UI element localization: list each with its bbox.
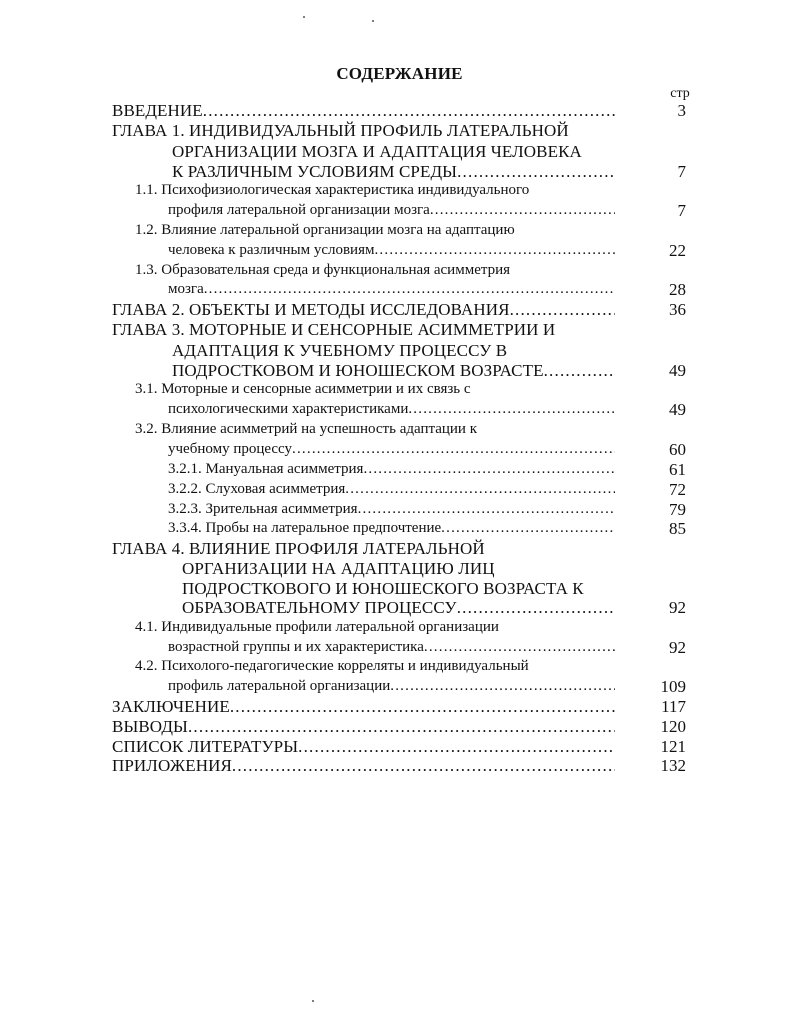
toc-entry-introduction[interactable] bbox=[112, 101, 615, 121]
toc-page-number: 92 bbox=[669, 598, 686, 617]
toc-entry-section-3-2-3[interactable] bbox=[168, 501, 615, 518]
toc-entry-label: ВЫВОДЫ bbox=[112, 717, 188, 736]
dot-leader bbox=[457, 598, 615, 618]
toc-entry-section-1-2-line-2 bbox=[168, 242, 615, 259]
dot-leader bbox=[358, 501, 615, 518]
dot-leader bbox=[204, 281, 615, 298]
toc-entry-section-1-3[interactable] bbox=[135, 262, 510, 279]
toc-entry-section-4-2-line-2 bbox=[168, 678, 615, 695]
toc-entry-label: ВВЕДЕНИЕ bbox=[112, 101, 203, 120]
dot-leader bbox=[457, 162, 615, 182]
toc-entry-section-3-2-line-2 bbox=[168, 441, 615, 458]
dot-leader bbox=[441, 520, 615, 537]
toc-entry-section-3-2[interactable] bbox=[135, 421, 477, 438]
toc-entry-label: 3.2.3. Зрительная асимметрия bbox=[168, 501, 358, 517]
dot-leader bbox=[374, 242, 615, 259]
toc-entry-label: ПОДРОСТКОВОМ И ЮНОШЕСКОМ ВОЗРАСТЕ bbox=[172, 361, 544, 380]
dot-leader bbox=[232, 756, 615, 776]
toc-page-number: 3 bbox=[677, 101, 686, 120]
toc-entry-label: 3.2. Влияние асимметрий на успешность адаптации к bbox=[135, 421, 477, 437]
toc-entry-section-4-1[interactable] bbox=[135, 619, 499, 636]
toc-entry-label: профиля латеральной организации мозга bbox=[168, 202, 430, 218]
toc-entry-chapter-3-line-3 bbox=[172, 361, 615, 381]
dot-leader bbox=[510, 300, 615, 320]
dot-leader bbox=[203, 101, 615, 121]
toc-entry-label: ЗАКЛЮЧЕНИЕ bbox=[112, 697, 230, 716]
toc-entry-section-4-2[interactable] bbox=[135, 658, 529, 675]
toc-entry-label: ГЛАВА 3. МОТОРНЫЕ И СЕНСОРНЫЕ АСИММЕТРИИ И bbox=[112, 320, 556, 339]
toc-entry-findings[interactable] bbox=[112, 717, 615, 737]
toc-entry-label: 1.3. Образовательная среда и функциональная асимметрия bbox=[135, 262, 511, 278]
toc-page-number: 117 bbox=[661, 697, 686, 716]
page-number-column-label: стр bbox=[670, 86, 690, 101]
dot-leader bbox=[230, 697, 615, 717]
toc-page-number: 120 bbox=[660, 717, 686, 736]
toc-entry-section-1-1[interactable] bbox=[135, 182, 529, 199]
scan-speck bbox=[303, 16, 305, 18]
toc-page-number: 36 bbox=[669, 300, 686, 319]
toc-entry-chapter-3-line-2 bbox=[172, 341, 507, 361]
toc-entry-section-3-2-1[interactable] bbox=[168, 461, 615, 478]
dot-leader bbox=[430, 202, 615, 219]
toc-entry-label: ПОДРОСТКОВОГО И ЮНОШЕСКОГО ВОЗРАСТА К bbox=[182, 579, 584, 598]
toc-entry-label: 1.1. Психофизиологическая характеристика индивидуального bbox=[135, 182, 530, 198]
toc-page-number: 79 bbox=[669, 500, 686, 519]
toc-entry-label: ГЛАВА 2. ОБЪЕКТЫ И МЕТОДЫ ИССЛЕДОВАНИЯ bbox=[112, 300, 510, 319]
dot-leader bbox=[390, 678, 615, 695]
toc-entry-section-1-3-line-2 bbox=[168, 281, 615, 298]
toc-page-number: 60 bbox=[669, 440, 686, 459]
dot-leader bbox=[363, 461, 615, 478]
toc-entry-label: 3.3.4. Пробы на латеральное предпочтение bbox=[168, 520, 442, 536]
toc-page-number: 22 bbox=[669, 241, 686, 260]
toc-entry-label: К РАЗЛИЧНЫМ УСЛОВИЯМ СРЕДЫ bbox=[172, 162, 458, 181]
toc-entry-chapter-1-line-3 bbox=[172, 162, 615, 182]
toc-entry-section-1-2[interactable] bbox=[135, 222, 515, 239]
toc-page-number: 49 bbox=[669, 400, 686, 419]
toc-entry-label: 3.1. Моторные и сенсорные асимметрии и их связь с bbox=[135, 381, 471, 397]
toc-page-number: 7 bbox=[677, 162, 686, 181]
toc-entry-label: ОРГАНИЗАЦИИ НА АДАПТАЦИЮ ЛИЦ bbox=[182, 559, 495, 578]
toc-entry-section-3-1[interactable] bbox=[135, 381, 471, 398]
scan-speck bbox=[372, 20, 374, 22]
toc-page-number: 92 bbox=[669, 638, 686, 657]
toc-entry-label: 1.2. Влияние латеральной организации мозга на адаптацию bbox=[135, 222, 515, 238]
toc-entry-section-4-1-line-2 bbox=[168, 639, 615, 656]
toc-entry-section-3-2-2[interactable] bbox=[168, 481, 615, 498]
toc-entry-chapter-1[interactable] bbox=[112, 121, 569, 141]
toc-entry-section-3-3-4[interactable] bbox=[168, 520, 615, 537]
toc-page-number: 132 bbox=[660, 756, 686, 775]
toc-entry-chapter-4-line-2 bbox=[182, 559, 495, 579]
toc-page-number: 109 bbox=[660, 677, 686, 696]
toc-page-number: 85 bbox=[669, 519, 686, 538]
toc-entry-label: ГЛАВА 1. ИНДИВИДУАЛЬНЫЙ ПРОФИЛЬ ЛАТЕРАЛЬНОЙ bbox=[112, 121, 569, 140]
toc-entry-label: 4.1. Индивидуальные профили латеральной организации bbox=[135, 619, 499, 635]
toc-entry-label: профиль латеральной организации bbox=[168, 678, 391, 694]
toc-entry-section-1-1-line-2 bbox=[168, 202, 615, 219]
toc-entry-label: мозга bbox=[168, 281, 204, 297]
dot-leader bbox=[298, 737, 615, 757]
toc-page-number: 28 bbox=[669, 280, 686, 299]
toc-page-number: 72 bbox=[669, 480, 686, 499]
toc-entry-chapter-4[interactable] bbox=[112, 539, 485, 559]
toc-entry-label: ПРИЛОЖЕНИЯ bbox=[112, 756, 232, 775]
toc-entry-label: АДАПТАЦИЯ К УЧЕБНОМУ ПРОЦЕССУ В bbox=[172, 341, 508, 360]
toc-entry-label: 3.2.2. Слуховая асимметрия bbox=[168, 481, 346, 497]
toc-entry-label: учебному процессу bbox=[168, 441, 293, 457]
toc-page-number: 7 bbox=[677, 201, 686, 220]
toc-entry-conclusion[interactable] bbox=[112, 697, 615, 717]
toc-entry-label: СПИСОК ЛИТЕРАТУРЫ bbox=[112, 737, 299, 756]
toc-entry-chapter-4-line-3 bbox=[182, 579, 584, 599]
dot-leader bbox=[408, 401, 615, 418]
dot-leader bbox=[544, 361, 615, 381]
toc-entry-section-3-1-line-2 bbox=[168, 401, 615, 418]
scan-speck bbox=[312, 1000, 314, 1002]
toc-entry-chapter-3[interactable] bbox=[112, 320, 555, 340]
toc-page-number: 121 bbox=[660, 737, 686, 756]
toc-page-number: 61 bbox=[669, 460, 686, 479]
toc-entry-chapter-2[interactable] bbox=[112, 300, 615, 320]
toc-entry-chapter-4-line-4 bbox=[182, 598, 615, 618]
dot-leader bbox=[345, 481, 615, 498]
toc-entry-chapter-1-line-2 bbox=[172, 142, 582, 162]
toc-entry-label: 3.2.1. Мануальная асимметрия bbox=[168, 461, 364, 477]
toc-entry-label: человека к различным условиям bbox=[168, 242, 375, 258]
toc-entry-references[interactable] bbox=[112, 737, 615, 757]
toc-entry-label: ОБРАЗОВАТЕЛЬНОМУ ПРОЦЕССУ bbox=[182, 598, 457, 617]
toc-entry-label: психологическими характеристиками bbox=[168, 401, 409, 417]
toc-entry-label: ОРГАНИЗАЦИИ МОЗГА И АДАПТАЦИЯ ЧЕЛОВЕКА bbox=[172, 142, 582, 161]
toc-entry-appendices[interactable] bbox=[112, 756, 615, 776]
toc-entry-label: ГЛАВА 4. ВЛИЯНИЕ ПРОФИЛЯ ЛАТЕРАЛЬНОЙ bbox=[112, 539, 485, 558]
toc-page-number: 49 bbox=[669, 361, 686, 380]
page-title: СОДЕРЖАНИЕ bbox=[336, 64, 463, 83]
dot-leader bbox=[188, 717, 615, 737]
dot-leader bbox=[424, 639, 615, 656]
toc-entry-label: 4.2. Психолого-педагогические корреляты и индивидуальный bbox=[135, 658, 529, 674]
toc-entry-label: возрастной группы и их характеристика bbox=[168, 639, 424, 655]
dot-leader bbox=[292, 441, 615, 458]
